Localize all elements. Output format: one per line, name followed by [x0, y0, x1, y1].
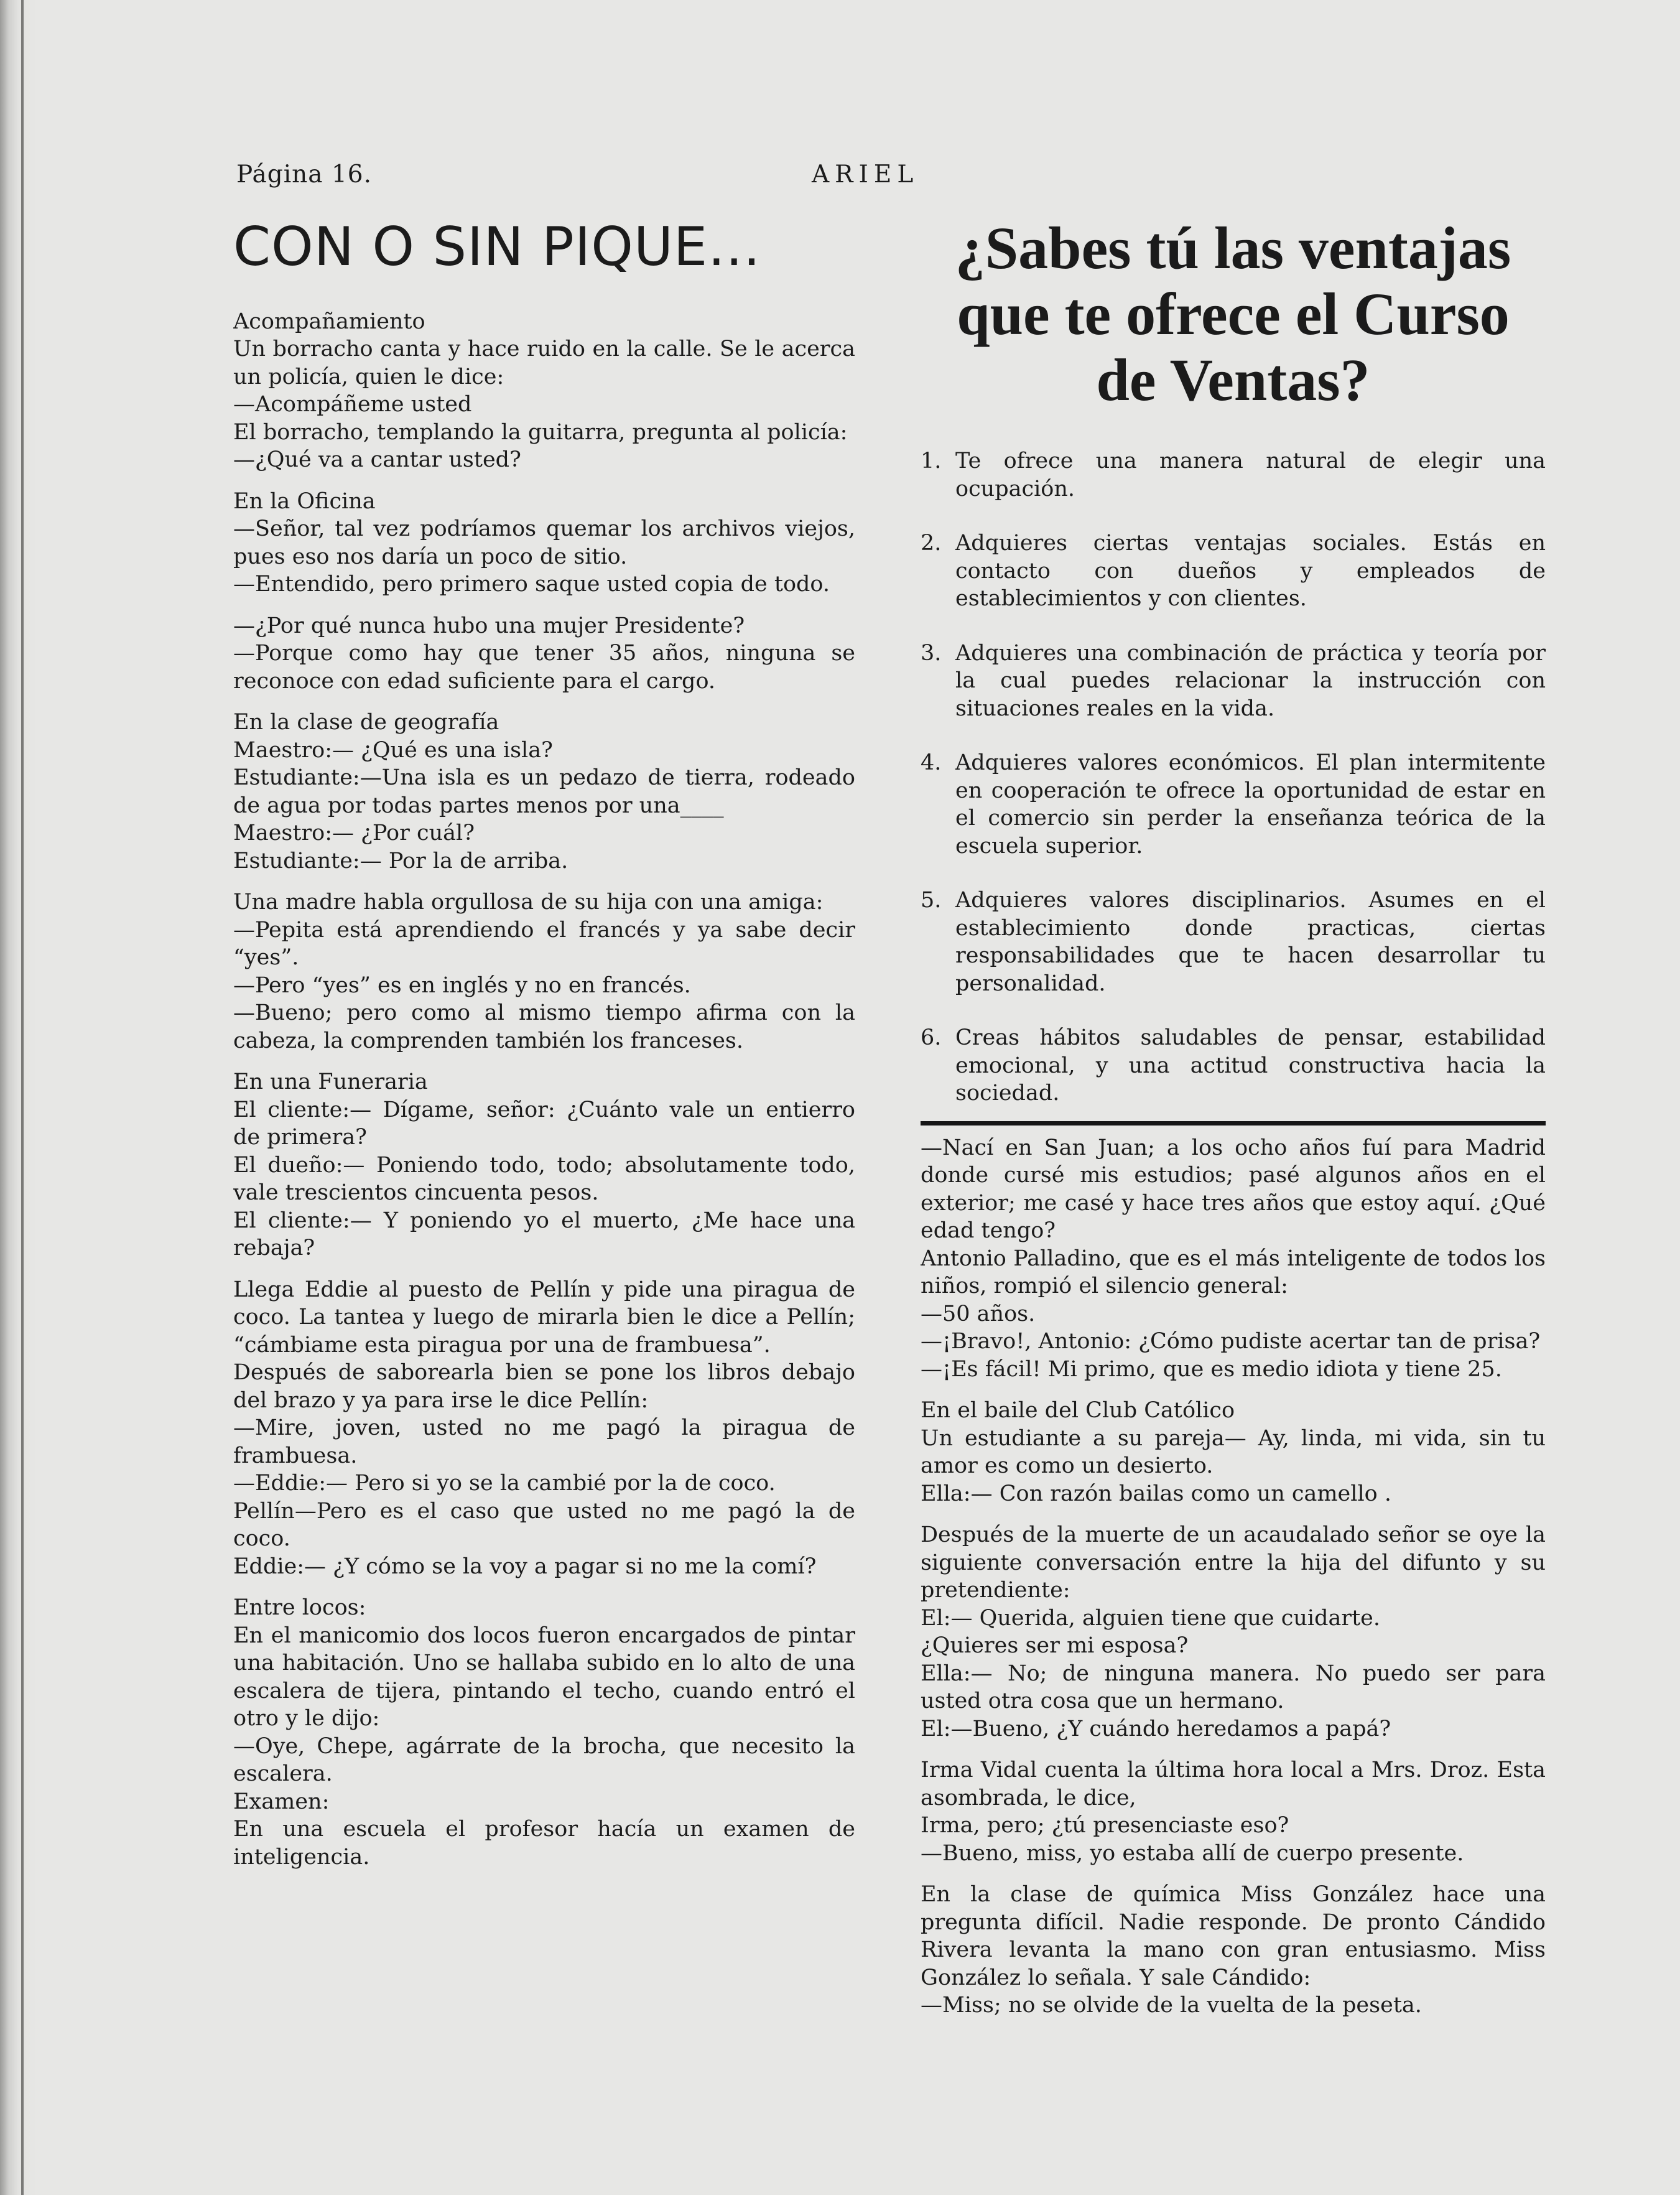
list-number: 4. [921, 750, 942, 775]
page-header [236, 161, 1561, 192]
binding-line [21, 0, 24, 2195]
list-number: 3. [921, 640, 942, 666]
page-edge-shadow [0, 0, 37, 2195]
section-divider [921, 1121, 1546, 1125]
advantages-list [921, 447, 1546, 1107]
list-text: Adquieres una combinación de práctica y teoría por la cual puedes relacionar la instrucción con situaciones reales en la vida. [955, 640, 1546, 721]
page-number: Página 16. [236, 161, 372, 189]
right-column [921, 212, 1546, 2053]
list-number: 5. [921, 888, 942, 913]
list-text: Adquieres valores económicos. El plan intermitente en cooperación te ofrece la oportunidad de estar en el comercio sin perder la enseñanza teórica de la escuela superior. [955, 750, 1546, 859]
list-item [921, 447, 1546, 503]
joke-presidente: —¿Por qué nunca hubo una mujer Presidente? —Porque como hay que tener 35 años, ninguna se reconoce con edad suficiente para el cargo. [233, 613, 855, 694]
left-column-title: CON O SIN PIQUE... [233, 216, 761, 278]
list-item [921, 749, 1546, 860]
list-number: 1. [921, 449, 942, 473]
joke-acompanamiento: Acompañamiento Un borracho canta y hace ruido en la calle. Se le acerca un policía, quien le dice: —Acompáñeme usted El borracho, templando la guitarra, pregunta al policía: —¿Qué va a cantar usted? [233, 309, 855, 473]
list-item [921, 529, 1546, 613]
list-number: 2. [921, 531, 942, 556]
joke-piragua: Llega Eddie al puesto de Pellín y pide una piragua de coco. La tantea y luego de mirarla bien le dice a Pellín; “cámbiame esta piragua por una de frambuesa”. Después de saborearla bien se pone los libros debajo del brazo y ya para irse le dice Pellín: —Mire, joven, usted no me pagó la piragua de frambuesa. —Eddie:— Pero si yo se la cambié por la de coco. Pellín—Pero es el caso que usted no me pagó la de coco. Eddie:— ¿Y cómo se la voy a pagar si no me la comí? [233, 1277, 855, 1579]
joke-baile: En el baile del Club Católico Un estudiante a su pareja— Ay, linda, mi vida, sin tu amor es como un desierto. Ella:— Con razón bailas como un camello . [921, 1398, 1546, 1506]
left-column [233, 212, 855, 2053]
list-text: Adquieres ciertas ventajas sociales. Estás en contacto con dueños y empleados de establecimientos y con clientes. [955, 531, 1546, 611]
joke-frances: Una madre habla orgullosa de su hija con una amiga: —Pepita está aprendiendo el francés y ya sabe decir “yes”. —Pero “yes” es en inglés y no en francés. —Bueno; pero como al mismo tiempo afirma con la cabeza, la comprenden también los franceses. [233, 890, 855, 1053]
list-number: 6. [921, 1025, 942, 1050]
joke-quimica: En la clase de química Miss González hace una pregunta difícil. Nadie responde. De pronto Cándido Rivera levanta la mano con gran entusiasmo. Miss González lo señala. Y sale Cándido: —Miss; no se olvide de la vuelta de la peseta. [921, 1882, 1546, 2018]
joke-locos: Entre locos: En el manicomio dos locos fueron encargados de pintar una habitación. Uno se hallaba subido en lo alto de una escalera de tijera, pintando el techo, cuando entró el otro y le dijo: —Oye, Chepe, agárrate de la brocha, que necesito la escalera. Examen: En una escuela el profesor hacía un examen de inteligencia. [233, 1595, 855, 1870]
joke-oficina: En la Oficina —Señor, tal vez podríamos quemar los archivos viejos, pues eso nos daría un poco de sitio. —Entendido, pero primero saque usted copia de todo. [233, 488, 855, 597]
list-item [921, 1024, 1546, 1107]
right-column-title: ¿Sabes tú las ventajas que te ofrece el Curso de Ventas? [955, 215, 1511, 413]
list-text: Te ofrece una manera natural de elegir una ocupación. [955, 449, 1546, 501]
list-item [921, 640, 1546, 723]
joke-geografia: En la clase de geografía Maestro:— ¿Qué es una isla? Estudiante:—Una isla es un pedazo de tierra, rodeado de agua por todas partes menos por una____ Maestro:— ¿Por cuál? Estudiante:— Por la de arriba. [233, 710, 855, 874]
list-text: Creas hábitos saludables de pensar, estabilidad emocional, y una actitud constructiva hacia la sociedad. [955, 1025, 1546, 1106]
joke-herencia: Después de la muerte de un acaudalado señor se oye la siguiente conversación entre la hija del difunto y su pretendiente: El:— Querida, alguien tiene que cuidarte. ¿Quieres ser mi esposa? Ella:— No; de ninguna manera. No puedo ser para usted otra cosa que un hermano. El:—Bueno, ¿Y cuándo heredamos a papá? [921, 1522, 1546, 1741]
list-item [921, 887, 1546, 997]
list-text: Adquieres valores disciplinarios. Asumes en el establecimiento donde practicas, ciertas responsabilidades que te hacen desarrollar tu personalidad. [955, 888, 1546, 996]
joke-funeraria: En una Funeraria El cliente:— Dígame, señor: ¿Cuánto vale un entierro de primera? El dueño:— Poniendo todo, todo; absolutamente todo, vale trescientos cincuenta pesos. El cliente:— Y poniendo yo el muerto, ¿Me hace una rebaja? [233, 1070, 855, 1261]
joke-edad: —Nací en San Juan; a los ocho años fuí para Madrid donde cursé mis estudios; pasé algunos años en el exterior; me casé y hace tres años que estoy aquí. ¿Qué edad tengo? Antonio Palladino, que es el más inteligente de todos los niños, rompió el silencio general: —50 años. —¡Bravo!, Antonio: ¿Cómo pudiste acertar tan de prisa? —¡Es fácil! Mi primo, que es medio idiota y tiene 25. [921, 1135, 1546, 1382]
magazine-name: ARIEL [812, 161, 919, 189]
joke-irma: Irma Vidal cuenta la última hora local a Mrs. Droz. Esta asombrada, le dice, Irma, pero; ¿tú presenciaste eso? —Bueno, miss, yo estaba allí de cuerpo presente. [921, 1758, 1546, 1866]
